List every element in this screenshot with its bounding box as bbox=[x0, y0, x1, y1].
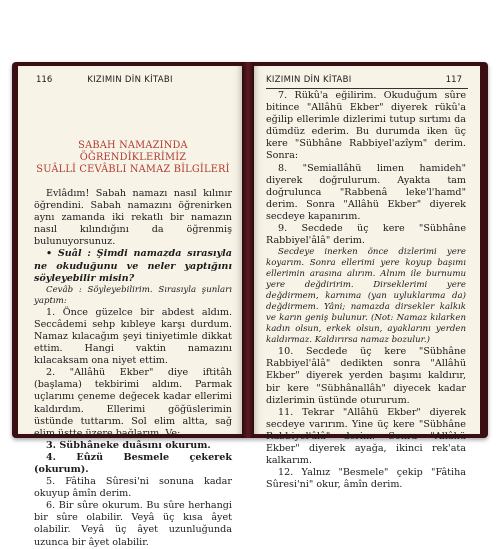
list-item: 7. Rükû'a eğilirim. Okuduğum sûre bitince "Allâhü Ekber" diyerek rükû'a eğilip ellerimle dizlerimi tutup sırtımı da dümdüz ederim. Bu durumda iken üç kere "Sübhâne Rabbiyel'azîym" derim. Sonra: bbox=[266, 90, 466, 162]
list-item: 10. Secdede üç kere "Sübhâne Rabbiyel'âlâ" dedikten sonra "Allâhü Ekber" diyerek yerden başımı kaldırır, bir kere "Sübhânallâh" diyecek kadar dizlerimin üstünde otururum. bbox=[266, 346, 466, 406]
list-item: 8. "Semiallâhü limen hamideh" diyerek doğrulurum. Ayakta tam doğrulunca "Rabbenâ leke'l'hamd" derim. Sonra "Allâhü Ekber" diyerek secdeye kapanırım. bbox=[266, 162, 466, 222]
answer: Cevâb : Söyleyebilirim. Sırasıyla şunları yaptım: bbox=[34, 284, 232, 306]
list-item: 2. "Allâhü Ekber" diye iftitâh (başlama) tekbirimi aldım. Parmak uçlarımı çeneme değecek kadar ellerimi kaldırdım. Ellerimi göğüslerimin üstünde tuttarım. Sol elim altta, sağ elim üstte üzere bağlarım. Ve: bbox=[34, 367, 232, 439]
list-item: 4. Eûzü Besmele çekerek (okurum). bbox=[34, 451, 232, 475]
list-item: 12. Yalnız "Besmele" çekip "Fâtiha Sûresi'ni" okur, âmîn derim. bbox=[266, 467, 466, 491]
page-header bbox=[266, 74, 468, 88]
section-title-line: SUÂLLİ CEVÂBLI NAMAZ BİLGİLERİ bbox=[36, 164, 230, 175]
list-item: 1. Önce güzelce bir abdest aldım. Seccâdemi sehp kıbleye karşı durdum. Namaz kılacağım şeyi tiniyetimle dikkat ettim. Hangi vaktin namazını kılacaksam ona niyet ettim. bbox=[34, 306, 232, 367]
section-title-line: SABAH NAMAZINDA ÖĞRENDİKLERİMİZ bbox=[78, 140, 188, 163]
intro-paragraph: Evlâdım! Sabah namazı nasıl kılınır öğrendini. Sabah namazını öğrenirken aynı zamanda iki rekatlı bir namazın nasıl kılındığını da öğrenmiş bulunuyorsunuz. bbox=[34, 188, 232, 248]
list-item: 11. Tekrar "Allâhü Ekber" diyerek secdeye varırım. Yine üç kere "Sübhâne Rabbiyel'âlâ" derim. Sonra "Allâhü Ekber" diyerek ayağa, ikinci rek'ata kalkarım. bbox=[266, 406, 466, 467]
page-content bbox=[34, 96, 232, 549]
book-spine bbox=[242, 62, 254, 438]
list-item: 9. Secdede üç kere "Sübhâne Rabbiyel'âlâ" derim. bbox=[266, 223, 466, 247]
page-header bbox=[30, 74, 230, 88]
page-number: 116 bbox=[36, 75, 53, 85]
header-rule bbox=[266, 88, 468, 89]
section-title bbox=[34, 140, 232, 176]
right-page bbox=[254, 66, 480, 491]
left-page bbox=[18, 66, 242, 548]
page-content bbox=[266, 90, 466, 491]
list-item: 6. Bir sûre okurum. Bu sûre herhangi bir sûre olabilir. Veyâ üç kısa âyet olabilir. Veyâ üç âyet uzunluğunda uzunca bir âyet olabilir. bbox=[34, 500, 232, 548]
running-title: KIZIMIN DİN KİTABI bbox=[266, 75, 352, 85]
page-number: 117 bbox=[445, 75, 462, 85]
note-paragraph: Secdeye inerken önce dizlerimi yere koyarım. Sonra ellerimi yere koyup başımı ellerimin arasına alırım. Alnım ile burnumu yere değdiririm. Dirseklerimi yere değdirmem, karnıma (yan uyluklarıma da) değdirmem. Yâni; namazda dirsekler kalkık ve karın geniş bulunur. (Not: Namaz kılarken kadın olsun, erkek olsun, ayaklarını yerden kaldırmaz. Kaldırırsa namaz bozulur.) bbox=[266, 247, 466, 346]
running-title: KIZIMIN DİN KİTABI bbox=[87, 75, 173, 85]
list-item: 5. Fâtiha Sûresi'ni sonuna kadar okuyup âmîn derim. bbox=[34, 476, 232, 500]
question: • Suâl : Şimdi namazda sırasıyla ne okuduğunu ve neler yaptığını söyleyebilir misin? bbox=[34, 248, 232, 284]
list-item: 3. Sübhâneke duâsını okurum. bbox=[46, 439, 211, 451]
